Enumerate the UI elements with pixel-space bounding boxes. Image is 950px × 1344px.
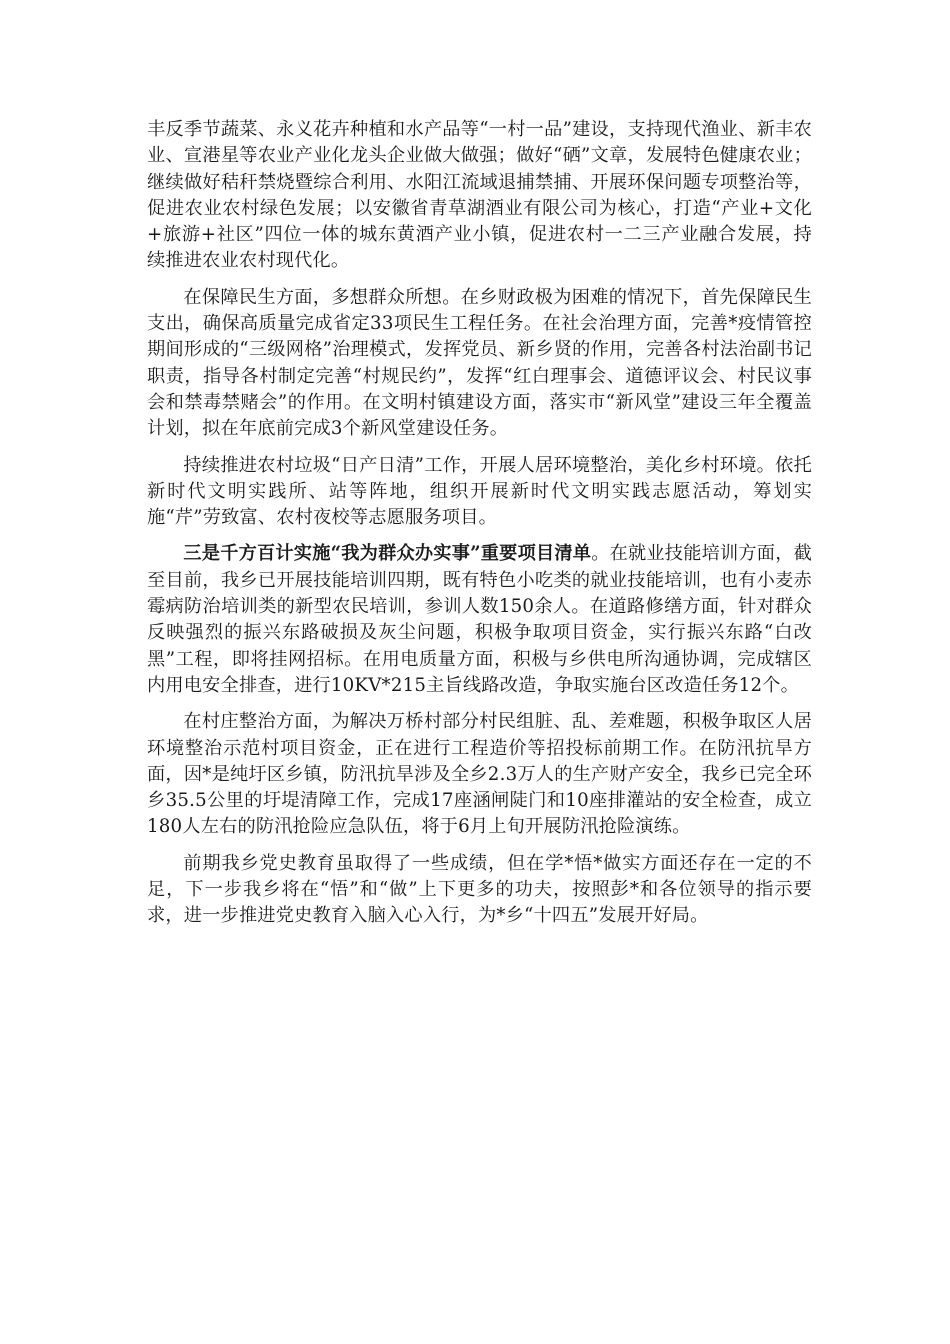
paragraph-agriculture bbox=[147, 117, 812, 275]
paragraph-environment bbox=[147, 453, 812, 532]
paragraph-lead: 三是千方百计实施“我为群众办实事”重要项目清单 bbox=[183, 543, 592, 565]
paragraph-text: 在村庄整治方面，为解决万桥村部分村民组脏、乱、差难题，积极争取区人居环境整治示范村项目资金，正在进行工程造价等招投标前期工作。在防汛抗旱方面，因*是纯圩区乡镇，防汛抗旱涉及全乡2.3万人的生产财产安全，我乡已完全环乡35.5公里的圩堤清障工作，完成17座涵闸陡门和10座排灌站的安全检查，成立180人左右的防汛抢险应急队伍，将于6月上旬开展防汛抢险演练。 bbox=[147, 711, 812, 838]
paragraph-text: 持续推进农村垃圾“日产日清”工作，开展人居环境整治，美化乡村环境。依托新时代文明实践所、站等阵地，组织开展新时代文明实践志愿活动，筹划实施“芹”劳致富、农村夜校等志愿服务项目。 bbox=[147, 454, 812, 529]
paragraph-livelihood bbox=[147, 285, 812, 443]
paragraph-text: 丰反季节蔬菜、永义花卉种植和水产品等“一村一品”建设，支持现代渔业、新丰农业、宣港星等农业产业化龙头企业做大做强；做好“硒”文章，发展特色健康农业；继续做好秸秆禁烧暨综合利用、水阳江流域退捕禁捕、开展环保问题专项整治等，促进农业农村绿色发展；以安徽省青草湖酒业有限公司为核心，打造“产业+文化+旅游+社区”四位一体的城东黄酒产业小镇，促进农村一二三产业融合发展，持续推进农业农村现代化。 bbox=[147, 119, 812, 272]
paragraph-text: 。在就业技能培训方面，截至目前，我乡已开展技能培训四期，既有特色小吃类的就业技能培训，也有小麦赤霉病防治培训类的新型农民培训，参训人数150余人。在道路修缮方面，针对群众反映强烈的振兴东路破损及灰尘问题，积极争取项目资金，实行振兴东路“白改黑”工程，即将挂网招标。在用电质量方面，积极与乡供电所沟通协调，完成辖区内用电安全排查，进行10KV*215主旨线路改造，争取实施台区改造任务12个。 bbox=[147, 543, 812, 696]
paragraph-conclusion bbox=[147, 851, 812, 930]
paragraph-village-flood bbox=[147, 709, 812, 840]
document-body bbox=[147, 117, 812, 940]
paragraph-text: 在保障民生方面，多想群众所想。在乡财政极为困难的情况下，首先保障民生支出，确保高质量完成省定33项民生工程任务。在社会治理方面，完善*疫情管控期间形成的“三级网格”治理模式，发挥党员、新乡贤的作用，完善各村法治副书记职责，指导各村制定完善“村规民约”，发挥“红白理事会、道德评议会、村民议事会和禁毒禁赌会”的作用。在文明村镇建设方面，落实市“新风堂”建设三年全覆盖计划，拟在年底前完成3个新风堂建设任务。 bbox=[147, 286, 812, 440]
paragraph-project-list bbox=[147, 541, 812, 699]
paragraph-text: 前期我乡党史教育虽取得了一些成绩，但在学*悟*做实方面还存在一定的不足，下一步我乡将在“悟”和“做”上下更多的功夫，按照彭*和各位领导的指示要求，进一步推进党史教育入脑入心入行，为*乡“十四五”发展开好局。 bbox=[147, 852, 812, 927]
